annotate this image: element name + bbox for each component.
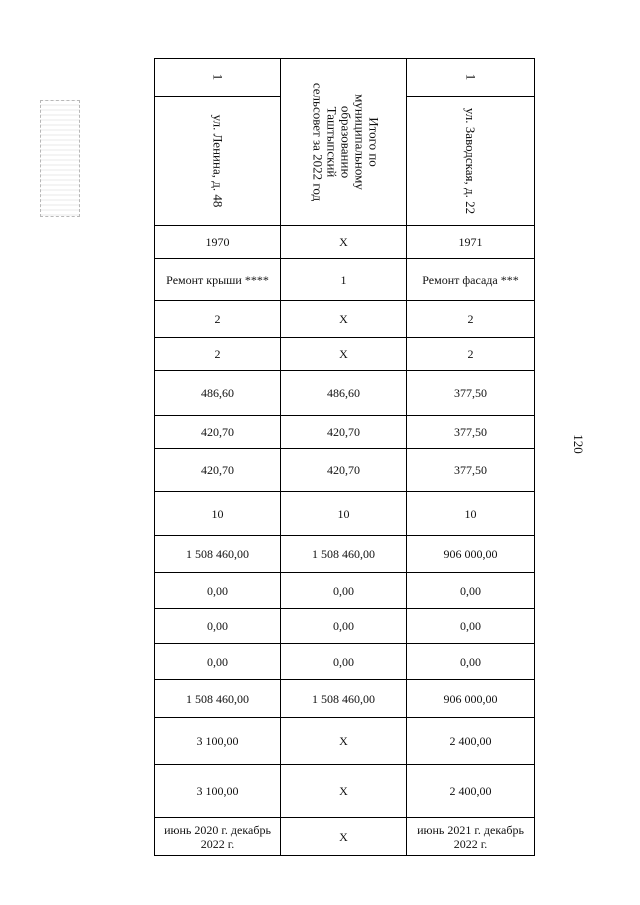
table-cell: 3 100,00: [155, 765, 281, 818]
table-row: [155, 301, 535, 338]
table-cell: Ремонт фасада ***: [407, 259, 535, 301]
table-row: [155, 818, 535, 856]
table-cell: 2 400,00: [407, 718, 535, 765]
table-row: [155, 644, 535, 680]
table-row: [155, 416, 535, 449]
header-number-row: [155, 59, 535, 97]
table-cell: Х: [281, 765, 407, 818]
table-cell: 377,50: [407, 371, 535, 416]
table-cell: 0,00: [281, 644, 407, 680]
table-cell: 0,00: [281, 573, 407, 609]
table-cell: 486,60: [155, 371, 281, 416]
table-cell: 10: [407, 492, 535, 536]
table-cell: 10: [155, 492, 281, 536]
table-row: [155, 226, 535, 259]
table-cell: 420,70: [155, 449, 281, 492]
header-number-cell: 1: [407, 59, 535, 97]
table-cell: 0,00: [407, 644, 535, 680]
table-cell: Х: [281, 718, 407, 765]
table-cell: 420,70: [281, 449, 407, 492]
table-cell: 1970: [155, 226, 281, 259]
header-number-cell: 1: [155, 59, 281, 97]
table-row: [155, 449, 535, 492]
table-row: [155, 371, 535, 416]
table-row: [155, 536, 535, 573]
table-cell: 1971: [407, 226, 535, 259]
table-row: [155, 259, 535, 301]
table-row: [155, 492, 535, 536]
table-cell: июнь 2021 г. декабрь 2022 г.: [407, 818, 535, 856]
table-cell: 2 400,00: [407, 765, 535, 818]
table-cell: Х: [281, 818, 407, 856]
table-cell: Ремонт крыши ****: [155, 259, 281, 301]
table-cell: июнь 2020 г. декабрь 2022 г.: [155, 818, 281, 856]
table-cell: 0,00: [155, 609, 281, 644]
address-header-cell: ул. Заводская, д. 22: [407, 97, 535, 226]
table-cell: 0,00: [407, 573, 535, 609]
table-cell: 1 508 460,00: [155, 680, 281, 718]
table-cell: Х: [281, 226, 407, 259]
table-cell: Х: [281, 338, 407, 371]
table-cell: 1: [281, 259, 407, 301]
table-cell: 2: [155, 338, 281, 371]
repair-program-table: [154, 58, 535, 856]
table-row: [155, 765, 535, 818]
table-cell: 1 508 460,00: [281, 680, 407, 718]
table-cell: 2: [155, 301, 281, 338]
table-cell: 1 508 460,00: [155, 536, 281, 573]
table-cell: 0,00: [407, 609, 535, 644]
registration-stamp: [40, 100, 80, 217]
table-row: [155, 338, 535, 371]
table-cell: 906 000,00: [407, 680, 535, 718]
table-cell: 2: [407, 301, 535, 338]
table-cell: 0,00: [281, 609, 407, 644]
table-row: [155, 573, 535, 609]
table-row: [155, 609, 535, 644]
address-header-cell: ул. Ленина, д. 48: [155, 97, 281, 226]
table-cell: 486,60: [281, 371, 407, 416]
table-cell: 3 100,00: [155, 718, 281, 765]
table-cell: Х: [281, 301, 407, 338]
table-cell: 0,00: [155, 573, 281, 609]
table-cell: 420,70: [155, 416, 281, 449]
table-cell: 10: [281, 492, 407, 536]
table-cell: 420,70: [281, 416, 407, 449]
table-cell: 377,50: [407, 416, 535, 449]
table-cell: 377,50: [407, 449, 535, 492]
page-number: 120: [571, 434, 586, 454]
table-cell: 0,00: [155, 644, 281, 680]
table-row: [155, 680, 535, 718]
total-header-cell: Итого по муниципальному образованию Таштыпский сельсовет за 2022 год: [281, 59, 407, 226]
table-cell: 1 508 460,00: [281, 536, 407, 573]
table-cell: 906 000,00: [407, 536, 535, 573]
table-row: [155, 718, 535, 765]
table-cell: 2: [407, 338, 535, 371]
